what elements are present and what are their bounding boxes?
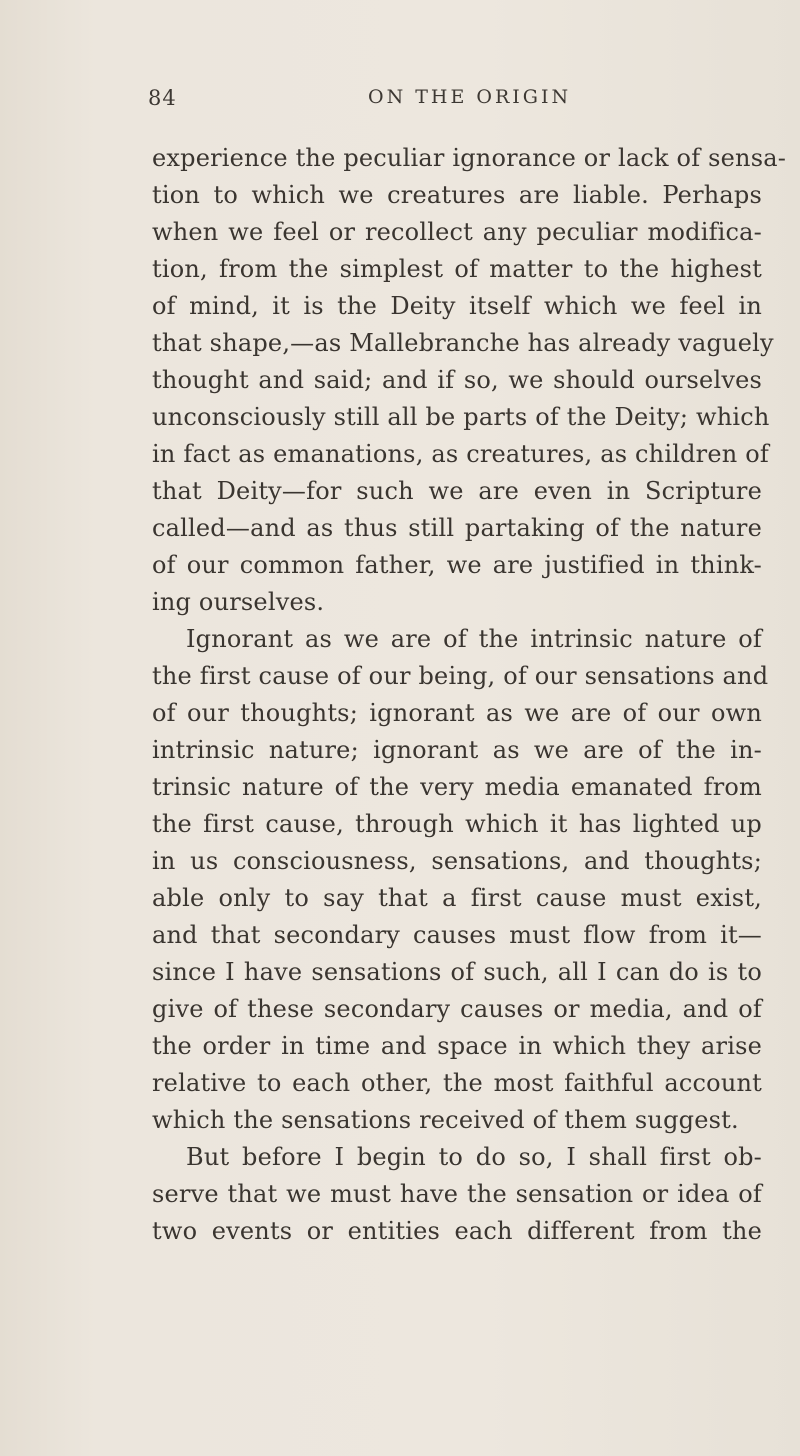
text-line: experience the peculiar ignorance or lack of sensa- (152, 144, 787, 172)
text-line: since I have sensations of such, all I can do is to (152, 958, 762, 986)
text-line: thought and said; and if so, we should ourselves (152, 366, 762, 394)
running-head (0, 86, 800, 116)
paragraph-end-line: which the sensations received of them suggest. (152, 1106, 739, 1134)
text-line: when we feel or recollect any peculiar modifica- (152, 218, 762, 246)
text-line: of mind, it is the Deity itself which we feel in (152, 292, 762, 320)
text-line: trinsic nature of the very media emanated from (152, 773, 762, 801)
text-line: of our thoughts; ignorant as we are of our own (152, 699, 762, 727)
paragraph-start-line: But before I begin to do so, I shall first ob- (186, 1143, 762, 1171)
text-line: that shape,—as Mallebranche has already vaguely (152, 329, 774, 357)
text-line: two events or entities each different from the (152, 1217, 762, 1245)
text-line: that Deity—for such we are even in Scripture (152, 477, 762, 505)
text-line: the first cause of our being, of our sensations and (152, 662, 769, 690)
paragraph-start-line: Ignorant as we are of the intrinsic nature of (186, 625, 762, 653)
text-line: serve that we must have the sensation or idea of (152, 1180, 762, 1208)
body-text (152, 140, 787, 1250)
text-line: and that secondary causes must flow from it— (152, 921, 762, 949)
text-line: relative to each other, the most faithful account (152, 1069, 762, 1097)
text-line: give of these secondary causes or media, and of (152, 995, 762, 1023)
text-line: intrinsic nature; ignorant as we are of the in- (152, 736, 762, 764)
page-number: 84 (148, 86, 177, 110)
text-line: in us consciousness, sensations, and thoughts; (152, 847, 762, 875)
text-line: of our common father, we are justified in think- (152, 551, 762, 579)
text-line: able only to say that a first cause must exist, (152, 884, 762, 912)
text-line: unconsciously still all be parts of the Deity; which (152, 403, 770, 431)
text-line: in fact as emanations, as creatures, as children of (152, 440, 769, 468)
text-line: the order in time and space in which they arise (152, 1032, 762, 1060)
running-title: ON THE ORIGIN (368, 86, 572, 108)
text-line: tion to which we creatures are liable. Perhaps (152, 181, 762, 209)
text-line: tion, from the simplest of matter to the highest (152, 255, 762, 283)
text-line: called—and as thus still partaking of the nature (152, 514, 762, 542)
text-line: the first cause, through which it has lighted up (152, 810, 762, 838)
paragraph-end-line: ing ourselves. (152, 588, 325, 616)
